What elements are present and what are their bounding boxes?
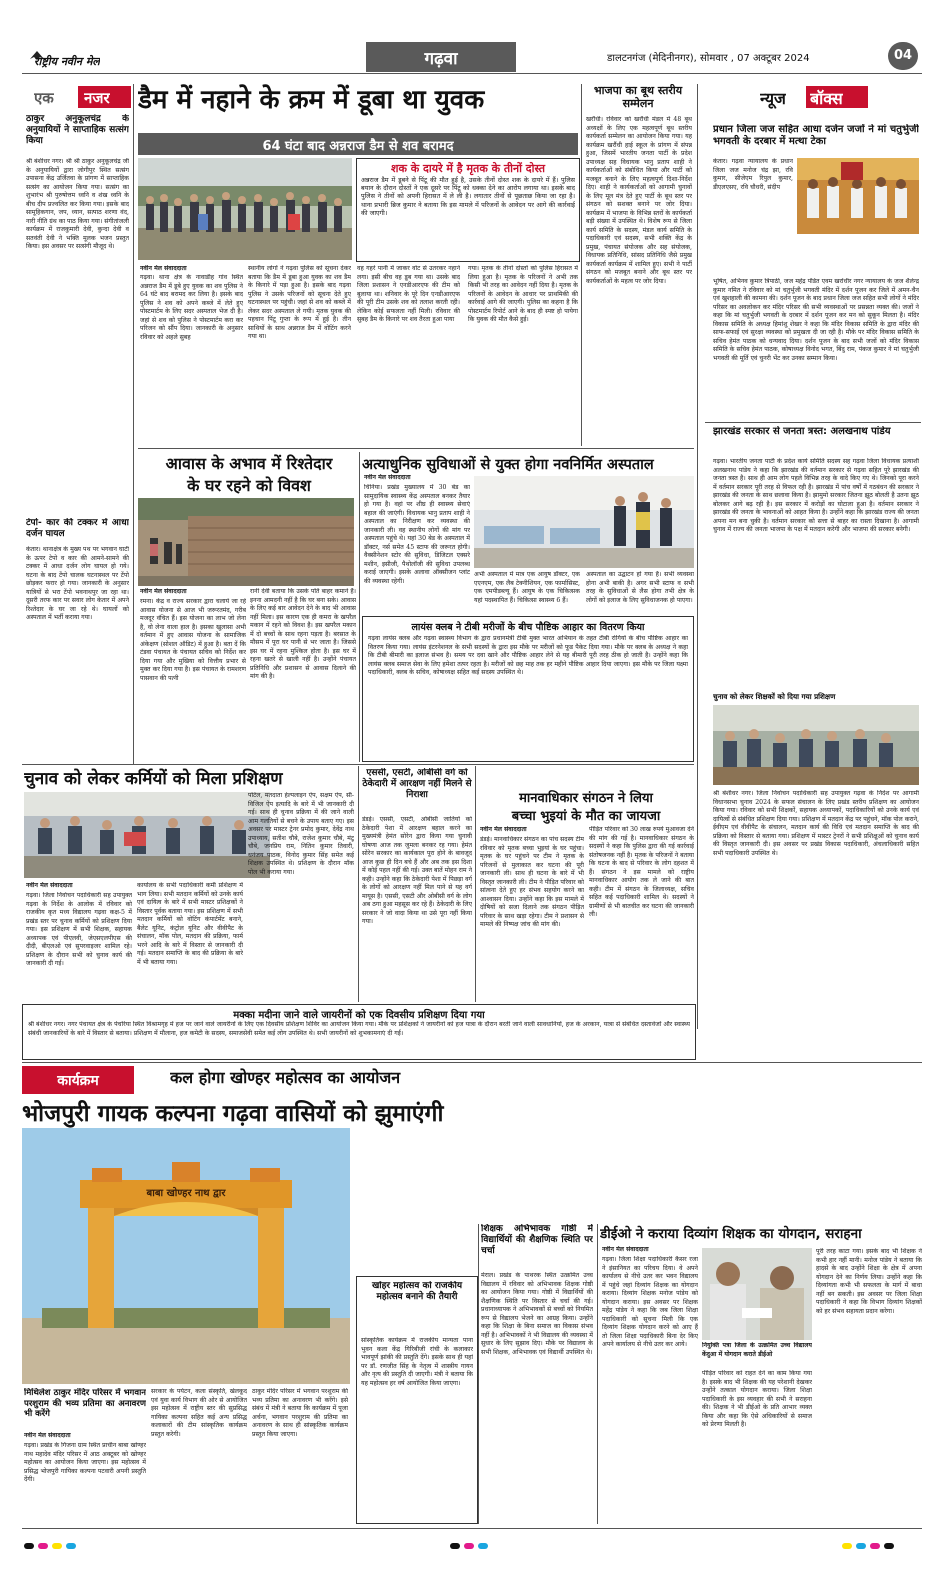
- khonhar-box: [356, 1276, 478, 1524]
- main-byline: नवीन मेल संवाददाता: [140, 265, 187, 272]
- deo-col1: गढ़वा। जिला शिक्षा पदाधिकारी कैसर रजा ने इंसानियत का परिचय दिया। वे अपने कार्यालय से नीचे उतर कर भवन विद्यालय में पहुंचे जहां दिव्यांग शिक्षक का योगदान कराया। दिव्यांग शिक्षक मनोज पांडेय को योगदान कराया। इस अवसर पर शिक्षक महेंद्र पांडेय ने कहा कि जब जिला शिक्षा पदाधिकारी को सूचना मिली कि एक दिव्यांग शिक्षक योगदान करने को आए हैं तो जिला शिक्षा पदाधिकारी बिना देर किए अपने कार्यालय से नीचे उतर कर आये।: [602, 1256, 698, 1348]
- teacher-training-photo: [713, 705, 919, 785]
- housing-right-rule: [359, 452, 360, 762]
- reservation-right-rule: [475, 766, 476, 1002]
- paper-name: राष्ट्रीय नवीन मेल: [34, 55, 100, 68]
- deo-photo: [702, 1248, 812, 1340]
- khonhar-gate-photo: [22, 1128, 350, 1384]
- khonhar-box-head: खोंहर महोत्सव को राजकीय महोत्सव बनाने की तैयारी: [371, 1281, 463, 1302]
- badge-word-a: एक: [34, 89, 54, 107]
- bjp-headline: भाजपा का बूथ स्तरीय सम्मेलन: [593, 84, 683, 110]
- teachers-body: मेराल। प्रखंड के पाथरक स्थित उत्क्रमित उच्च विद्यालय में रविवार को अभिभावक शिक्षक गोष्ठी का आयोजन किया गया। गोष्ठी में विद्यार्थियों की शैक्षणिक स्थिति पर विस्तार से चर्चा की गई। प्रधानाध्यापक ने अभिभावकों से बच्चों को नियमित रूप से विद्यालय भेजने का आग्रह किया। उन्होंने कहा कि शिक्षा के बिना समाज का विकास संभव नहीं है। अभिभावकों ने भी विद्यालय की व्यवस्था में सुधार के लिए सुझाव दिए। मौके पर विद्यालय के सभी शिक्षक, अभिभावक एवं विद्यार्थी उपस्थित थे।: [481, 1272, 593, 1356]
- reservation-headline: एससी, एसटी, ओबीसी वर्ग को ठेकेदारी में आरक्षण नहीं मिलने से निराशा: [362, 768, 472, 800]
- section-label: गढ़वा: [424, 49, 458, 69]
- footer-rule: [22, 1528, 922, 1529]
- deo-photo-caption: नियुक्ति पत्रा जिला के उत्क्रमित उच्च विद्यालय केंदुआ में योगदान कराते डीईओ: [702, 1342, 812, 1358]
- lions-box: [362, 616, 694, 762]
- program-col2: सरकार के पर्यटन, कला संस्कृति, खेलकूद एवं युवा कार्य विभाग की ओर से आयोजित इस महोत्सव में राष्ट्रीय स्तर की सुप्रसिद्ध गायिका कल्पना सहित कई अन्य प्रसिद्ध कलाकारों की टीम सांस्कृतिक कार्यक्रम प्रस्तुत करेगी।: [151, 1388, 247, 1438]
- teachers-headline: शिक्षक अभिभावक गोष्ठी में विद्यार्थियों की शैक्षणिक स्थिति पर चर्चा: [481, 1224, 593, 1256]
- main-col1: गढ़वा। थाना क्षेत्र के नावाडीह गांव स्थित अन्नराज डैम में डूबे हुए युवक का शव पुलिस ने 64 घंटे बाद बरामद कर लिया है। इसके बाद पुलिस ने शव को अपने कब्जे में लेते हुए पोस्टमार्टम के लिए सदर अस्पताल भेज दी है। जहां से शव को पुलिस ने पोस्टमार्टम करा कर परिजन को सौंप दिया। जानकारी के अनुसार रविवार को अहले सुबह: [140, 274, 243, 341]
- election-col1: गढ़वा। जिला निर्वाचन पदाधिकारी सह उपायुक्त गढ़वा के निर्देश के आलोक में रविवार को राजकीय कृत मध्य विद्यालय गढ़वा कक्ष-5 में प्रखंड स्तर पर चुनाव कर्मियों को प्रशिक्षण दिया गया। इस प्रशिक्षण में सभी शिक्षक, सहायक अध्यापक एवं पीएलवी, जेएसएलपीएस की दीदी, बीएलओ एवं सुपरवाइजर शामिल रहे। प्रशिक्षण के दौरान सभी को चुनाव कार्य की जानकारी दी गई।: [26, 892, 132, 967]
- page-number: 04: [893, 48, 913, 63]
- news-box-badge: [760, 86, 870, 108]
- reservation-body: डंडई। एससी, एसटी, ओबीसी जातियों को ठेकेदारी पेशा में आरक्षण बहाल करने का मुख्यमंत्री हेमंत सोरेन द्वारा किया गया चुनावी घोषणा आज तक जुमला बनकर रह गया। हेमंत सोरेन सरकार का कार्यकाल पूरा होने के बावजूद आज कुछ ही दिन बचे हैं और अब तक इस दिशा में कोई पहल नहीं की गई। उक्त बातें मोहन राम ने कही। उन्होंने कहा कि ठेकेदारी पेशा में पिछड़ा वर्ग के लोगों को आरक्षण नहीं मिल पाने से यह वर्ग मायूस है। एससी, एसटी और ओबीसी वर्ग के लोग अब ठगा हुआ महसूस कर रहे हैं। ठेकेदारी के लिए सरकार ने जो वादा किया था उसे पूरा नहीं किया गया।: [362, 816, 472, 925]
- lions-headline: लायंस क्लब ने टीबी मरीजों के बीच पौष्टिक आहार का वितरण किया: [411, 622, 645, 633]
- hospital-col2: अभी अस्पताल में मात्र एक आयुष डॉक्टर, एक एएनएम, एक लैब टेक्नीशियन, एक फार्मासिस्ट, एक एमपीडब्ल्यू हैं। आयुष के एक चिकित्सक यहां पदस्थापित हैं। चिकित्सा स्वास्थ्य 6 हैं।: [474, 571, 580, 604]
- newsbox-story2-head: झारखंड सरकार से जनता त्रस्त: अलखनाथ पांडेय: [713, 426, 891, 437]
- left-story1-head: ठाकुर अनुकूलचंद्र के अनुयायियों ने साप्ताहिक सत्संग किया: [26, 114, 129, 146]
- badge-word-b: नजर: [84, 89, 110, 107]
- deo-headline: डीईओ ने कराया दिव्यांग शिक्षक का योगदान, सराहना: [600, 1226, 862, 1242]
- main-story-photo: [138, 158, 352, 260]
- newsbox-story3-head: चुनाव को लेकर शिक्षकों को दिया गया प्रशिक्षण: [713, 692, 836, 701]
- newsbox-story1-head: प्रधान जिला जज सहित आधा दर्जन जजों ने मां चतुर्भुजी भगवती के दरबार में मत्था टेका: [713, 124, 919, 147]
- khonhar-box-body: सांस्कृतिक कार्यक्रम में राजकीय मान्यता पाना भुवन कला केंद्र गिरिबीजी रांची के कलाकार भावपूर्ण झांकी की प्रस्तुति देंगे। इसके साथ ही यहां पर डॉ. रणजीत सिंह के नेतृत्व में शास्त्रीय गायन और नृत्य की प्रस्तुति दी जाएगी। मंत्री ने बताया कि यह महोत्सव हर वर्ष आयोजित किया जाएगा।: [361, 1337, 473, 1387]
- housing-top-rule: [138, 448, 694, 449]
- news-box-title-a: न्यूज: [760, 89, 786, 108]
- election-top-rule: [22, 764, 694, 765]
- newsbox-left-rule: [697, 84, 698, 1029]
- hr-col2: पीड़ित परिवार को 30 लाख रुपये मुआवजा देने की मांग की गई है। मानवाधिकार संगठन के सदस्यों ने कहा कि पुलिस द्वारा की गई कार्रवाई संतोषजनक नहीं है। मृतक के परिजनों ने बताया कि घटना के बाद से परिवार के लोग दहशत में हैं। संगठन ने इस मामले को राष्ट्रीय मानवाधिकार आयोग तक ले जाने की बात कही। टीम में संगठन के जिलाध्यक्ष, सचिव सहित कई पदाधिकारी शामिल थे। सदस्यों ने ग्रामीणों से भी बातचीत कर घटना की जानकारी ली।: [589, 826, 694, 918]
- program-headline: भोजपुरी गायक कल्पना गढ़वा वासियों को झुमाएंगी: [22, 1101, 444, 1127]
- program-caption-head: मिथिलेश ठाकुर मंदिर परिसर में भगवान परशुराम की भव्य प्रतिमा का अनावरण भी करेंगे: [24, 1388, 146, 1419]
- main-subheadline: 64 घंटा बाद अन्नराज डैम से शव बरामद: [262, 139, 454, 154]
- main-col3: वह गहरे पानी में जाकर वोट से उतरकर नहाने लगा। इसी बीच वह डूब गया था। उसके बाद जिला प्रशासन ने एनडीआरएफ की टीम को बुलाया था। शनिवार के पूरे दिन एनडीआरएफ की पूरी टीम उसके शव को तलाश करती रही। लेकिन कोई सफलता नहीं मिली। रविवार की सुबह डैम के किनारे पर शव तैरता हुआ पाया: [357, 265, 460, 323]
- news-box-title-b: बॉक्स: [810, 89, 843, 108]
- program-top-rule: [22, 1062, 922, 1063]
- program-title: कल होगा खोण्हर महोत्सव का आयोजन: [170, 1068, 401, 1087]
- left-story1-body: श्री बंशीधर नगर। श्री श्री ठाकुर अनुकूलचंद्र जी के अनुयायियों द्वारा जोगीपुर स्थित सत्संग उपासना केंद्र उर्जितवा के प्रांगण में साप्ताहिक सत्संग का आयोजन किया गया। सत्संग का शुभारंभ श्री पुरुषोत्तम ध्वनि व शंख ध्वनि के बीच दीप प्रज्वलित कर किया गया। इसके बाद सामूहिकगान, जप, ध्यान, सत्पाठ शरणा वंद, नारी नीति ग्रंथ का पाठ किया गया। संगीतांजली कार्यक्रम में राजकुमारी देवी, कुन्दा देवी व सतवंती देवी ने भक्ति मूलक भजन प्रस्तुत किया। इस अवसर पर सत्संगी मौजूद थे।: [26, 158, 129, 250]
- housing-headline-l2: के घर रहने को विवश: [187, 476, 311, 495]
- housing-col1: रमना। केंद्र व राज्य सरकार द्वारा चलाये जा रहे आवास योजना से आज भी जरूरतमंद, गरीब मजदूर वंचित हैं। इस योजना का लाभ जो लेना है, वो लेना वाला हाल है। इसका खुलासा अभी वर्तमान में हुए आवास योजना के सामाजिक अंकेक्षण (सोशल ऑडिट) में हुआ है। बता दें कि टंडवा पंचायत के पंचायत सचिव को निर्देश कर दिया गया और मुखिया को वित्तीय प्रभार से मुक्त कर दिया गया है। इस पंचायत के रामशरण पासवान की पत्नी: [140, 598, 246, 682]
- hr-headline-l1: मानवाधिकार संगठन ने लिया: [519, 791, 653, 806]
- deo-left-rule: [597, 1224, 598, 1524]
- election-byline: नवीन मेल संवाददाता: [26, 882, 73, 889]
- program-col3: ठाकुर मंदिर परिसर में भगवान परशुराम की भव्य प्रतिमा का अनावरण भी करेंगे। इसे संबंध में मंत्री ने बताया कि कार्यक्रम में पूजा अर्चना, भगवान परशुराम की प्रतिमा का अनावरण के साथ ही सांस्कृतिक कार्यक्रम प्रस्तुत किया जाएगा।: [252, 1388, 348, 1438]
- program-byline: नवीन मेल संवाददाता: [24, 1432, 71, 1439]
- housing-headline-l1: आवास के अभाव में रिश्तेदार: [165, 454, 333, 473]
- newsbox-story2-body: गढ़वा। भारतीय जनता पार्टी के प्रदेश कार्य समिति सदस्य सह गढ़वा जिला विधायक प्रत्याशी अलखनाथ पांडेय ने कहा कि झारखंड की वर्तमान सरकार से गढ़वा सहित पूरे झारखंड की जनता त्रस्त है। साथ ही आम लोग पहले विभिन्न तरह के वादे किए गए थे। जिनको पूरा करने में वर्तमान सरकार पूरी तरह से विफल रही है। झारखंड में पांच वर्षों में गठबंधन की सरकार ने झारखंड की जनता के साथ छलावा किया है। झामुमो सरकार जितना झूठ बोलती है उतना झूठ बोलकर आगे बढ़ रही है। इस सरकार में करोड़ों का घोटाला हुआ है। वर्तमान सरकार ने झारखंड की जनता के भावनाओं को आहत किया है। उन्होंने कहा कि झारखंड राज्य की जनता अपना मन बना चुकी है। वर्तमान सरकार को सत्ता से बाहर का रास्ता दिखाना है। आगामी चुनाव में राज्य की जनता भाजपा के पक्ष में मतदान करेगी और भाजपा की सरकार बनेगी।: [713, 458, 919, 533]
- bjp-body: खरौंधी। रविवार को खरौंधी मंडल में 48 बूथ अध्यक्षों के लिए एक महत्वपूर्ण बूथ स्तरीय कार्यकर्ता सम्मेलन का आयोजन किया गया। यह कार्यक्रम खरौंधी हाई स्कूल के प्रांगण में संपन्न हुआ, जिसमें भारतीय जनता पार्टी के प्रदेश उपाध्यक्ष सह विधायक भानु प्रताप शाही ने कार्यकर्ताओं को संबोधित किया और पार्टी को मजबूत बनाने के लिए महत्वपूर्ण दिशा-निर्देश दिए। शाही ने कार्यकर्ताओं को आगामी चुनावों के लिए मूल मंत्र देते हुए पार्टी के बूथ स्तर पर संगठन को सशक्त बनाने पर जोर दिया। कार्यक्रम में भाजपा के विभिन्न स्तरों के कार्यकर्ता बड़ी संख्या में उपस्थित थे। विशेष रूप से जिला कार्य समिति के सदस्य, मंडल कार्य समिति के पदाधिकारी एवं सदस्य, सभी शक्ति केंद्र के प्रमुख, पंचायत संयोजक और सह संयोजक, विधायक प्रतिनिधि, सांसद प्रतिनिधि जैसे प्रमुख कार्यकर्ता कार्यक्रम में शामिल हुए। सभी ने पार्टी संगठन को मजबूत बनाने और बूथ स्तर पर कार्यकर्ताओं के महत्व पर जोर दिया।: [586, 116, 692, 285]
- election-col3: पोर्टल, मतदाता हेल्पलाइन ऐप, सक्षम ऐप, सी-विजिल ऐप इत्यादि के बारे में भी जानकारी दी गई। साथ ही चुनाव प्रक्रिया में की जाने वाली आम गलतियों से बचने के उपाय बताए गए। इस अवसर पर मास्टर ट्रेनर प्रमोद कुमार, देवेंद्र नाथ उपाध्याय, सतीश चौबे, राजेश कुमार चौबे, मंटू चौबे, जनप्रिय राम, नितिन कुमार तिवारी, धनंजय पाठक, विनोद कुमार सिंह समेत कई शिक्षक उपस्थित थे। प्रशिक्षण के दौरान मॉक पोल भी कराया गया।: [248, 792, 354, 876]
- election-col2: कार्यालय के सभी पदाधिकारी कर्मी प्रशिक्षण में भाग लिया। सभी मतदान कर्मियों को उनके कार्य एवं दायित्व के बारे में सभी मास्टर प्रशिक्षकों ने विस्तार पूर्वक बताया गया। इस प्रशिक्षण में सभी मतदान कर्मियों को वोटिंग कंपार्टमेंट बनाने, बैलेट यूनिट, कंट्रोल यूनिट और वीवीपैट के संचालन, मॉक पोल, मतदान की प्रक्रिया, फार्म भरने आदि के बारे में विस्तार से जानकारी दी गई। मतदान समाप्ति के बाद की प्रक्रिया के बारे में भी बताया गया।: [137, 882, 243, 966]
- newsbox-story1-body: भूषित, अभिनव कुमार त्रिपाठी, जज महेंद्र पंडित एवम खरोंधीर नगर न्यायालय के जज शैलेन्द्र कुमार नमित ने रविवार को मां चतुर्भुजी भगवती मंदिर में दर्शन पूजन कर जिले में अमन-चैन एवं खुशहाली की कामना की। दर्शन पूजन के बाद प्रधान जिला जज सहित सभी लोगों ने मंदिर परिसर का अवलोकन कर मंदिर परिसर की सभी व्यवस्थाओं पर प्रसन्नता व्यक्त की। जजों ने कहा कि मां चतुर्भुजी भगवती के दरबार में दर्शन पूजन कर मन को सुकून मिलता है। मंदिर विकास समिति के अध्यक्ष हिमांशु शेखर ने कहा कि मंदिर विकास समिति के द्वारा मंदिर की साफ-सफाई एवं सुरक्षा व्यवस्था को प्रमुखता दी जा रही है। मौके पर मंदिर विकास समिति के सचिव हेमंत पाठक को धन्यवाद दिया। दर्शन पूजन के बाद सभी जजों को मंदिर विकास समिति के सचिव हेमंत पाठक, कोषाध्यक्ष विनोद भगत, बिंदु राम, पंकज कुमार ने मां चतुर्भुजी भगवती की मूर्ति एवं चुनरी भेंट कर उनका सम्मान किया।: [713, 278, 919, 362]
- housing-col2: रानी देवी बताया कि उसके पति बाहर कमाने हैं। इनना आमदनी नहीं है कि घर बना सके। आवास के लिए कई बार आवेदन देने के बाद भी आवास नहीं मिला। इस कारण एक ही कमरा के खपरैल मकान में रहने को विवश है। इस खपरैल मकान में दो बच्चों के साथ रहना पड़ता है। बरसात के मौसम में पूरा घर पानी से भर जाता है। जिससे इस घर में रहना मुश्किल होता है। इस घर में रहना खतरे से खाली नहीं है। उन्होंने पंचायत प्रतिनिधि और प्रशासन से आवास दिलाने की मांग की है।: [250, 588, 356, 680]
- suspect-box-body: अन्नराज डैम में डूबने से पिंटू की मौत हुई है, उसके तीनों दोस्त शक के दायरे में हैं। पुलिस बयान के दौरान दोस्तों ने एक दूसरे पर पिंटू को धक्का देने का आरोप लगाया था। इसके बाद पुलिस ने तीनों को अपनी हिरासत में ले ली है। लगातार तीनों से पूछताछ किया जा रहा है। थाना प्रभारी ब्रिज कुमार ने बताया कि इस मामले में परिजनों के आवेदन पर आगे की कार्रवाई की जाएगी।: [361, 176, 575, 217]
- hospital-headline: अत्याधुनिक सुविधाओं से युक्त होगा नवनिर्मित अस्पताल: [362, 457, 654, 473]
- program-badge-text: कार्यक्रम: [57, 1073, 99, 1089]
- gate-caption: बाबा खोण्हर नाथ द्वार: [146, 1188, 226, 1199]
- page-number-badge: [888, 42, 918, 70]
- deo-col2: पीड़ित परिवार को राहत देने का काम किया गया है। इसके बाद भी शिक्षक की यह परेशानी देखकर उन्होंने तत्काल योगदान कराया। जिला शिक्षा पदाधिकारी के इस व्यवहार की सभी ने सराहना की। शिक्षक ने भी डीईओ के प्रति आभार व्यक्त किया और कहा कि ऐसे अधिकारियों से समाज को प्रेरणा मिलती है।: [702, 1370, 812, 1428]
- program-col1: गढ़वा। प्रखंड के गिजना ग्राम स्थित प्राचीन बाबा खोण्हर नाथ महादेव मंदिर परिसर में आठ अक्टूबर को खोण्हर महोत्सव का आयोजन किया जाएगा। इस महोत्सव में प्रसिद्ध भोजपुरी गायिका कल्पना पटवारी अपनी प्रस्तुति देंगी।: [24, 1442, 146, 1483]
- bjp-left-rule: [581, 84, 582, 446]
- haj-box: [22, 1004, 696, 1060]
- hr-byline: नवीन मेल संवाददाता: [480, 826, 527, 833]
- newsbox-rule1: [705, 422, 921, 423]
- housing-photo: [138, 498, 354, 586]
- left-story2-body: केतार। थानाक्षेत्र के मुख्य पथ पर भगवान घाटी के ऊपर टेपो व कार की आमने-सामने की टक्कर में आधा दर्जन लोग घायल हो गये। घटना के बाद टेंपो चालक घटनास्थल पर टेंपो छोड़कर फरार हो गया। जानकारी के अनुसार यात्रियों से भरा टेंपो भवनाथपुर जा रहा था। दूसरी तरफ कार पर सवार लोग केतार में अपने रिश्तेदार के घर जा रहे थे। घायलों को अस्पताल में भर्ती कराया गया।: [26, 546, 129, 621]
- suspect-box: [356, 158, 580, 262]
- hr-col1: डंडई। मानवाधिकार संगठन का पांच सदस्य टीम रविवार को मृतक बच्चा भुइयां के घर पहुंचा। मृतक के घर पहुंचने पर टीम ने मृतक के परिजनों से मुलाकात कर घटना की पूरी जानकारी ली। साथ ही घटना के बारे में भी विस्तृत जानकारी ली। टीम ने पीड़ित परिवार को सांत्वना देते हुए हर संभव सहयोग करने का आश्वासन दिया। उन्होंने कहा कि इस मामले में दोषियों को सजा दिलाने तक संगठन पीड़ित परिवार के साथ खड़ा रहेगा। टीम ने प्रशासन से मामले की निष्पक्ष जांच की मांग की।: [480, 836, 584, 928]
- dateline: डालटनगंज (मेदिनीनगर), सोमवार , 07 अक्टूबर 2024: [607, 53, 810, 64]
- hospital-photo: [474, 476, 694, 568]
- judges-photo: [797, 158, 919, 234]
- deo-col3: पूरी तरह काटा गया। इसके बाद भी शिक्षक ने कभी हार नहीं मानी। मनोज पांडेय ने बताया कि हादसे के बाद उन्होंने शिक्षा के क्षेत्र में अपना योगदान देने का निर्णय लिया। उन्होंने कहा कि दिव्यांगता कभी भी सफलता के मार्ग में बाधा नहीं बन सकती। इस अवसर पर जिला शिक्षा पदाधिकारी ने कहा कि विभाग दिव्यांग शिक्षकों को हर संभव सहायता प्रदान करेगा।: [816, 1248, 922, 1315]
- color-registration-bar: [0, 1540, 945, 1552]
- newsbox-story1-lead: केतार। गढ़वा न्यायालय के प्रधान जिला जज मनोज चंद्र झा, रवि कुमार, सीजेएम रिपुल कुमार, डीएलएसए, रवि चौधरी, संदीप: [713, 158, 793, 191]
- main-col4: गया। मृतक के तीनों दोस्तों को पुलिस हिरासत में लिया हुआ है। मृतक के परिजनों ने अभी तक किसी भी तरह का आवेदन नहीं दिया है। मृतक के परिजनों के आवेदन के आधार पर प्राथमिकी की कार्रवाई आगे की जाएगी। पुलिस का कहना है कि पोस्टमार्टम रिपोर्ट आने के बाद ही स्पष्ट हो पायेगा कि युवक की मौत कैसे हुई।: [468, 265, 578, 323]
- election-photo: [24, 792, 270, 878]
- masthead: [22, 42, 922, 72]
- main-headline: डैम में नहाने के क्रम में डूबा था युवक: [138, 85, 485, 115]
- section-tab: [366, 42, 516, 72]
- lions-body: गढ़वा लायंस क्लब और गढ़वा स्वास्थ्य विभाग के द्वारा प्रधानमंत्री टीबी मुक्त भारत अभियान के तहत टीबी रोगियों के बीच पौष्टिक आहार का वितरण किया गया। लायंस इंटरनेशनल के सभी सदस्यों के द्वारा इस मौके पर मरीजों को फूड पैकेट दिया गया। मौके पर क्लब के अध्यक्ष ने कहा कि टीबी बीमारी का इलाज संभव है। समय पर दवा खाने और पौष्टिक आहार लेने से यह बीमारी पूरी तरह ठीक हो जाती है। उन्होंने कहा कि लायंस क्लब समाज सेवा के लिए हमेशा तत्पर रहता है। मरीजों को छह माह तक हर महीने पौष्टिक आहार दिया जाएगा। इस मौके पर जिला यक्ष्मा पदाधिकारी, क्लब के सचिव, कोषाध्यक्ष सहित कई सदस्य उपस्थित थे।: [368, 635, 688, 676]
- deo-byline: नवीन मेल संवाददाता: [602, 1246, 649, 1253]
- program-badge: [22, 1066, 134, 1094]
- suspect-box-title: शक के दायरे में है मृतक के तीनों दोस्त: [390, 162, 546, 175]
- reservation-left-rule: [358, 766, 359, 1002]
- left-story2-head: टेपो- कार की टक्कर में आधा दर्जन घायल: [26, 518, 129, 539]
- teachers-left-rule: [478, 1224, 479, 1524]
- haj-body: श्री बंशीधर नगर। नगर पंचायत क्षेत्र के पेचरिया स्थित विश्रामगृह में हज पर जाने वाले जायरीनों के लिए एक दिवसीय प्रशिक्षण शिविर का आयोजन किया गया। मौके पर प्रशिक्षकों ने जायरीनों को हज यात्रा के दौरान बरती जाने वाली सावधानियों, हज के अरकान, यात्रा से संबंधित दस्तावेजों और स्वास्थ्य संबंधी जानकारियों के बारे में विस्तार से बताया। प्रशिक्षण में मौलाना, हज कमेटी के सदस्य, समाजसेवी समेत कई लोग उपस्थित थे। सभी जायरीनों को शुभकामनाएं दी गईं।: [28, 1021, 690, 1037]
- housing-byline: नवीन मेल संवाददाता: [140, 588, 187, 595]
- left-col-divider: [133, 84, 134, 764]
- ek-nazar-badge: [24, 86, 131, 108]
- hospital-col1: चिनिया। प्रखंड मुख्यालय में 30 बेड का सामुदायिक स्वास्थ्य केंद्र अस्पताल बनकर तैयार हो गया है। वहां पर शीघ्र ही स्वास्थ्य सेवाएं बहाल की जाएंगी। विधायक भानु प्रताप शाही ने अस्पताल का निरीक्षण कर व्यवस्था की जानकारी ली। वह स्थानीय लोगों की मांग पर अस्पताल पहुंचे थे। यहां 30 बेड के अस्पताल में डॉक्टर, नर्स समेत 45 स्टाफ की जरूरत होगी। वैक्सीनेशन स्टोर की सुविधा, डिजिटल एक्सरे मशीन, इसीजी, पैथोलॉजी की सुविधा उपलब्ध कराई जाएगी। इसके अलावा ऑक्सीजन प्लांट की व्यवस्था रहेगी।: [364, 484, 470, 585]
- main-col2: स्थानीय लोगों ने गढ़वा पुलिस को सूचना देकर बताया कि डैम में डूबा हुआ युवक का शव डैम के किनारे में पड़ा हुआ है। इसके बाद गढ़वा पुलिस ने उसके परिजनों को सूचना देते हुए घटनास्थल पर पहुंची। जहां से शव को कब्जे में लेकर सदर अस्पताल ले गयी। मृतक युवक की पहचान पिंटू गुप्ता के रूप में हुई है। तीन साथियों के साथ अन्नराज डैम में वोटिंग करने गया था।: [248, 265, 351, 340]
- newsbox-story3-body: श्री बंशीधर नगर। जिला निर्वाचन पदाधिकारी सह उपायुक्त गढ़वा के निर्देश पर आगामी विधानसभा चुनाव 2024 के सफल संचालन के लिए प्रखंड स्तरीय प्रशिक्षण का आयोजन किया गया। रविवार को सभी शिक्षकों, सहायक अध्यापकों, पदाधिकारियों को उनके कार्य एवं दायित्वों से संबंधित प्रशिक्षण दिया गया। प्रशिक्षण में मतदान केंद्र पर पहुंचने, मॉक पोल कराने, ईवीएम एवं वीवीपैट के संचालन, मतदान कार्य की विधि एवं मतदान समाप्ति के बाद की प्रक्रिया को विस्तार से बताया गया। प्रशिक्षण में मास्टर ट्रेनरों ने सभी प्रशिक्षुओं को चुनाव कार्य की विस्तृत जानकारी दी। इस अवसर पर प्रखंड विकास पदाधिकारी, अंचलाधिकारी सहित सभी पदाधिकारी उपस्थित थे।: [713, 790, 919, 857]
- hr-headline-l2: बच्चा भुइयां के मौत का जायजा: [511, 809, 661, 824]
- haj-headline: मक्का मदीना जाने वाले जायरीनों को एक दिवसीय प्रशिक्षण दिया गया: [233, 1010, 485, 1021]
- election-headline: चुनाव को लेकर कर्मियों को मिला प्रशिक्षण: [24, 769, 283, 789]
- hospital-col3: अस्पताल का उद्घाटन हो गया है। सभी व्यवस्था होना अभी बाकी है। अगर सभी स्टाफ व सभी तरह के सुविधाओं से लैस होगा तभी क्षेत्र के लोगों को इलाज के लिए सुविधाजनक हो पाएगा।: [586, 571, 694, 604]
- main-subheadline-bar: [138, 133, 578, 155]
- masthead-rule: [22, 73, 922, 74]
- hospital-byline: नवीन मेल संवाददाता: [364, 474, 411, 481]
